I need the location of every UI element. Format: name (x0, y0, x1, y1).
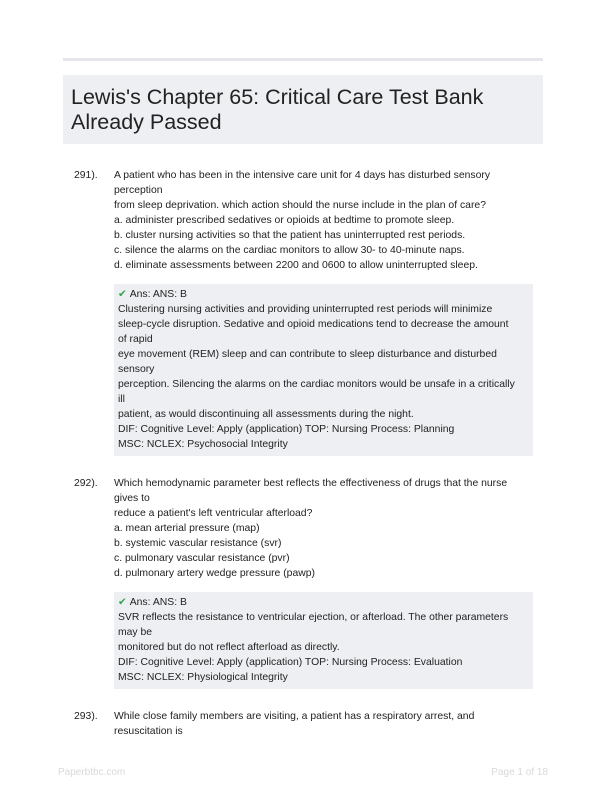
answer-line: of rapid (118, 334, 153, 345)
question-line: A patient who has been in the intensive care unit for 4 days has disturbed sensory (114, 170, 491, 181)
question-text (114, 709, 534, 739)
option-a: a. mean arterial pressure (map) (114, 523, 260, 534)
answer-box-292 (114, 592, 533, 689)
answer-meta: MSC: NCLEX: Physiological Integrity (118, 672, 288, 683)
answer-line: perception. Silencing the alarms on the cardiac monitors would be unsafe in a critically (118, 379, 515, 390)
question-line: resuscitation is (114, 726, 183, 737)
question-number: 293). (74, 711, 98, 722)
title-banner (63, 75, 543, 144)
question-line: gives to (114, 493, 150, 504)
option-b: b. systemic vascular resistance (svr) (114, 538, 282, 549)
page-number: Page 1 of 18 (491, 767, 548, 778)
checkmark-icon: ✔ (118, 597, 127, 608)
title-line-1: Lewis's Chapter 65: Critical Care Test Bank (71, 85, 484, 109)
question-line: perception (114, 185, 163, 196)
question-line: from sleep deprivation. which action should the nurse include in the plan of care? (114, 200, 486, 211)
answer-meta: DIF: Cognitive Level: Apply (application) TOP: Nursing Process: Evaluation (118, 657, 463, 668)
answer-meta: MSC: NCLEX: Psychosocial Integrity (118, 439, 288, 450)
answer-line: sleep-cycle disruption. Sedative and opioid medications tend to decrease the amount (118, 319, 509, 330)
answer-meta: DIF: Cognitive Level: Apply (application) TOP: Nursing Process: Planning (118, 424, 455, 435)
option-c: c. silence the alarms on the cardiac monitors to allow 30- to 40-minute naps. (114, 245, 465, 256)
question-number: 292). (74, 478, 98, 489)
option-d: d. eliminate assessments between 2200 and 0600 to allow uninterrupted sleep. (114, 260, 478, 271)
answer-line: may be (118, 627, 153, 638)
answer-line: SVR reflects the resistance to ventricular ejection, or afterload. The other parameters (118, 612, 509, 623)
option-b: b. cluster nursing activities so that the patient has uninterrupted rest periods. (114, 230, 466, 241)
question-line: While close family members are visiting, a patient has a respiratory arrest, and (114, 711, 475, 722)
answer-line: monitored but do not reflect afterload as directly. (118, 642, 340, 653)
answer-box-291 (114, 284, 533, 456)
footer-watermark: Paperbtbc.com (58, 767, 126, 778)
answer-label: Ans: ANS: B (129, 597, 187, 608)
option-d: d. pulmonary artery wedge pressure (pawp) (114, 568, 315, 579)
question-text (114, 476, 534, 581)
answer-line: patient, as would discontinuing all assessments during the night. (118, 409, 414, 420)
question-text (114, 168, 534, 273)
answer-line: eye movement (REM) sleep and can contribute to sleep disturbance and disturbed (118, 349, 497, 360)
answer-label: Ans: ANS: B (129, 289, 187, 300)
checkmark-icon: ✔ (118, 289, 127, 300)
title-line-2: Already Passed (71, 110, 222, 134)
question-line: reduce a patient's left ventricular afterload? (114, 508, 313, 519)
answer-line: sensory (118, 364, 155, 375)
page-title (63, 75, 543, 135)
answer-line: Clustering nursing activities and providing uninterrupted rest periods will minimize (118, 304, 493, 315)
question-number: 291). (74, 170, 98, 181)
question-line: Which hemodynamic parameter best reflects the effectiveness of drugs that the nurse (114, 478, 508, 489)
top-divider (63, 58, 543, 61)
option-c: c. pulmonary vascular resistance (pvr) (114, 553, 290, 564)
answer-line: ill (118, 394, 125, 405)
option-a: a. administer prescribed sedatives or opioids at bedtime to promote sleep. (114, 215, 455, 226)
